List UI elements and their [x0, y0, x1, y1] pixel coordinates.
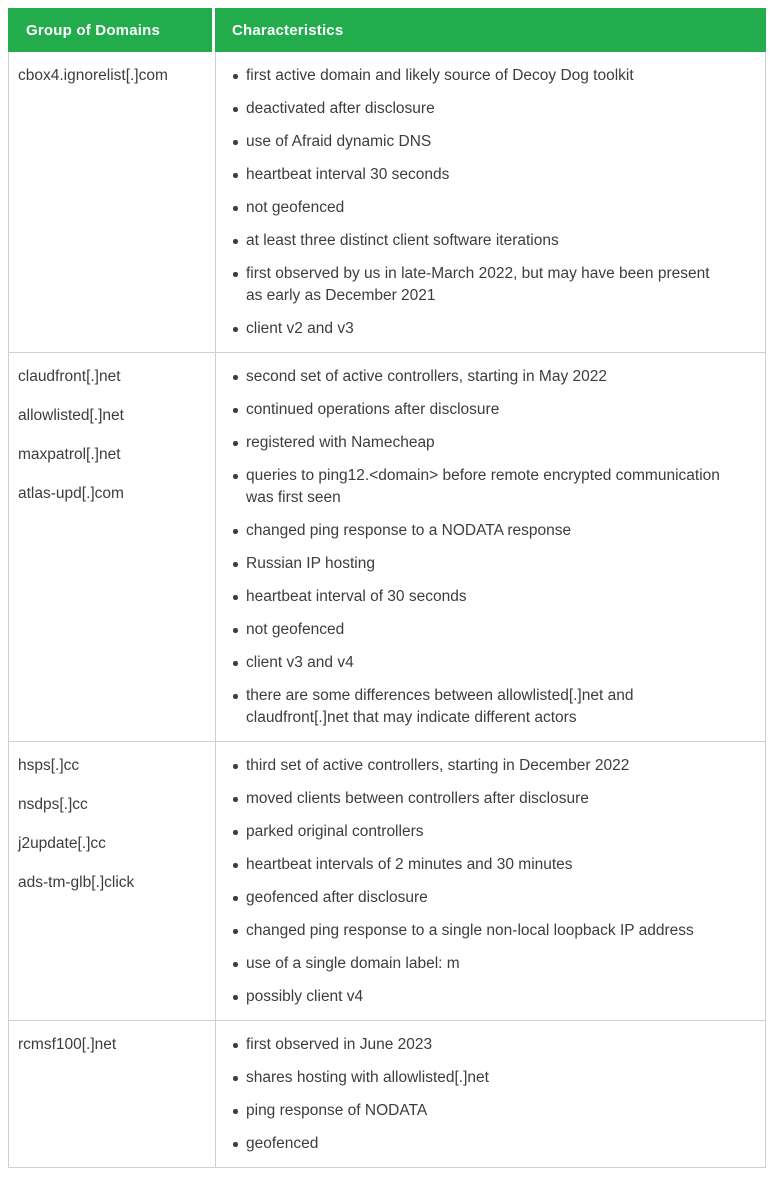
table-row: [9, 52, 765, 353]
characteristic-item: continued operations after disclosure: [246, 399, 726, 421]
domain-group-cell: [9, 353, 216, 741]
characteristic-item: at least three distinct client software iterations: [246, 230, 726, 252]
characteristic-item: first active domain and likely source of Decoy Dog toolkit: [246, 65, 726, 87]
characteristics-list: [216, 65, 726, 340]
characteristic-item: parked original controllers: [246, 821, 726, 843]
domain-name: claudfront[.]net: [18, 368, 121, 385]
characteristic-item: second set of active controllers, starting in May 2022: [246, 366, 726, 388]
domain-name: cbox4.ignorelist[.]com: [18, 67, 168, 84]
domain-name: nsdps[.]cc: [18, 796, 88, 813]
domain-group-cell: [9, 52, 216, 352]
characteristic-item: ping response of NODATA: [246, 1100, 726, 1122]
characteristics-cell: [216, 52, 765, 352]
characteristic-item: heartbeat interval 30 seconds: [246, 164, 726, 186]
domain-name: j2update[.]cc: [18, 835, 106, 852]
characteristic-item: use of a single domain label: m: [246, 953, 726, 975]
characteristic-item: shares hosting with allowlisted[.]net: [246, 1067, 726, 1089]
characteristics-list: [216, 366, 726, 729]
characteristic-item: third set of active controllers, starting in December 2022: [246, 755, 726, 777]
domain-group-cell: [9, 742, 216, 1020]
domain-name: hsps[.]cc: [18, 757, 80, 774]
characteristic-item: registered with Namecheap: [246, 432, 726, 454]
domain-name: maxpatrol[.]net: [18, 446, 121, 463]
table-header-row: [8, 8, 766, 52]
characteristic-item: geofenced after disclosure: [246, 887, 726, 909]
characteristics-cell: [216, 742, 765, 1020]
table-row: [9, 742, 765, 1021]
characteristic-item: client v3 and v4: [246, 652, 726, 674]
characteristic-item: changed ping response to a NODATA response: [246, 520, 726, 542]
characteristic-item: Russian IP hosting: [246, 553, 726, 575]
column-header-group-of-domains-label: Group of Domains: [26, 21, 161, 39]
characteristic-item: not geofenced: [246, 619, 726, 641]
characteristic-item: heartbeat interval of 30 seconds: [246, 586, 726, 608]
domain-name: ads-tm-glb[.]click: [18, 874, 135, 891]
characteristics-list: [216, 1034, 726, 1155]
characteristic-item: client v2 and v3: [246, 318, 726, 340]
column-header-characteristics-label: Characteristics: [232, 21, 344, 39]
characteristic-item: there are some differences between allowlisted[.]net and claudfront[.]net that may indicate different actors: [246, 685, 726, 729]
characteristic-item: use of Afraid dynamic DNS: [246, 131, 726, 153]
characteristic-item: first observed in June 2023: [246, 1034, 726, 1056]
domain-name: atlas-upd[.]com: [18, 485, 124, 502]
column-header-group-of-domains: [8, 8, 215, 52]
domain-name: allowlisted[.]net: [18, 407, 124, 424]
column-header-characteristics: [215, 8, 766, 52]
characteristic-item: changed ping response to a single non-local loopback IP address: [246, 920, 726, 942]
table-row: [9, 353, 765, 742]
characteristics-cell: [216, 1021, 765, 1167]
characteristic-item: moved clients between controllers after disclosure: [246, 788, 726, 810]
table-row: [9, 1021, 765, 1167]
characteristic-item: deactivated after disclosure: [246, 98, 726, 120]
characteristics-cell: [216, 353, 765, 741]
characteristic-item: possibly client v4: [246, 986, 726, 1008]
characteristic-item: not geofenced: [246, 197, 726, 219]
table-body: [8, 52, 766, 1168]
domain-group-cell: [9, 1021, 216, 1167]
characteristic-item: geofenced: [246, 1133, 726, 1155]
characteristic-item: queries to ping12.<domain> before remote encrypted communication was first seen: [246, 465, 726, 509]
characteristics-list: [216, 755, 726, 1008]
characteristic-item: first observed by us in late-March 2022, but may have been present as early as December 2021: [246, 263, 726, 307]
domain-name: rcmsf100[.]net: [18, 1036, 117, 1053]
characteristic-item: heartbeat intervals of 2 minutes and 30 minutes: [246, 854, 726, 876]
